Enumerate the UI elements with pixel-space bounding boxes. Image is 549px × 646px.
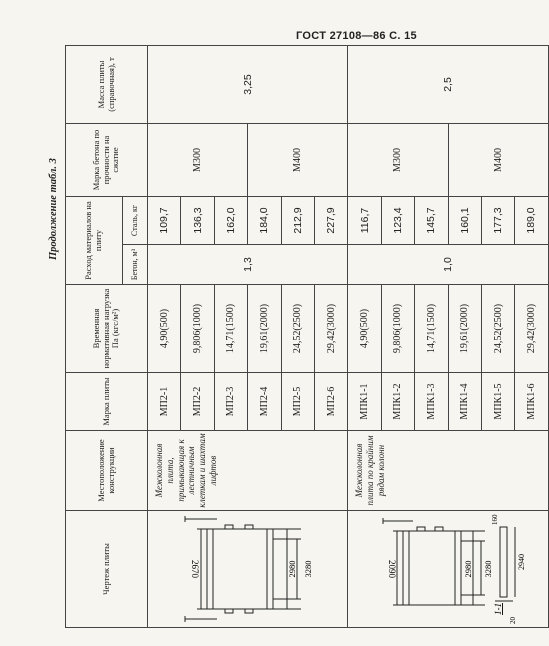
mark-cell: МПК1-3 [415, 373, 448, 431]
section-end-dim: 20 [509, 617, 518, 624]
plate-table [65, 45, 549, 628]
plate1-outer-dim: 3280 [302, 560, 313, 578]
steel-cell: 212,9 [281, 196, 314, 244]
steel-cell: 177,3 [481, 196, 514, 244]
mark-cell: МПК1-5 [481, 373, 514, 431]
plate1-drawing-cell [148, 511, 348, 628]
group2-grade-1: М300 [348, 123, 448, 196]
mark-cell: МП2-1 [148, 373, 181, 431]
mark-cell: МП2-3 [214, 373, 247, 431]
load-cell: 24,52(2500) [281, 285, 314, 373]
plate2-width-dim: 2090 [387, 560, 398, 578]
col-location: Местоположение конструкции [66, 431, 148, 511]
group2-mass: 2,5 [348, 45, 548, 123]
load-cell: 9,806(1000) [181, 285, 214, 373]
rotated-table-page [45, 46, 538, 628]
plate2-inner-dim: 2980 [463, 560, 474, 578]
load-cell: 29,42(3000) [314, 285, 347, 373]
col-concrete: Бетон, м³ [123, 245, 148, 285]
col-mass: Масса плиты (справочная), т [66, 45, 148, 123]
steel-cell: 160,1 [448, 196, 481, 244]
mark-cell: МП2-5 [281, 373, 314, 431]
section-height-dim: 160 [491, 514, 500, 525]
plate1-inner-dim: 2980 [286, 560, 297, 578]
steel-cell: 162,0 [214, 196, 247, 244]
plate1-drawing [155, 510, 338, 627]
plate2-drawing [355, 510, 538, 627]
mark-cell: МПК1-2 [381, 373, 414, 431]
load-cell: 4,90(500) [348, 285, 381, 373]
plate2-outline [403, 531, 461, 605]
group1-grade-1: М300 [148, 123, 248, 196]
group1-mass: 3,25 [148, 45, 348, 123]
steel-cell: 136,3 [181, 196, 214, 244]
load-cell: 9,806(1000) [381, 285, 414, 373]
mark-cell: МП2-6 [314, 373, 347, 431]
load-cell: 24,52(2500) [481, 285, 514, 373]
plate1-width-dim: 2670 [189, 560, 200, 578]
plate2-outer-dim: 3280 [483, 560, 494, 578]
load-cell: 4,90(500) [148, 285, 181, 373]
section-label: 1-1 [493, 603, 504, 615]
col-load: Временная нормативная нагрузка Па (кгс/м²) [66, 285, 148, 373]
steel-cell: 227,9 [314, 196, 347, 244]
section-length-dim: 2940 [517, 554, 527, 570]
load-cell: 29,42(3000) [515, 285, 548, 373]
group1-grade-2: М400 [248, 123, 348, 196]
table-continuation-label: Продолжение табл. 3 [48, 158, 59, 260]
group1-concrete: 1,3 [148, 245, 348, 285]
steel-cell: 123,4 [381, 196, 414, 244]
group1-location: Межколонная плита, примыкающая к лестничным клеткам и шахтам лифтов [148, 431, 348, 511]
load-cell: 14,71(1500) [415, 285, 448, 373]
col-steel: Сталь, кг [123, 196, 148, 244]
col-drawing: Чертеж плиты [66, 511, 148, 628]
steel-cell: 189,0 [515, 196, 548, 244]
steel-cell: 145,7 [415, 196, 448, 244]
load-cell: 14,71(1500) [214, 285, 247, 373]
steel-cell: 109,7 [148, 196, 181, 244]
group2-concrete: 1,0 [348, 245, 548, 285]
steel-cell: 116,7 [348, 196, 381, 244]
group2-grade-2: М400 [448, 123, 548, 196]
steel-cell: 184,0 [248, 196, 281, 244]
mark-cell: МП2-4 [248, 373, 281, 431]
page-header: ГОСТ 27108—86 С. 15 [296, 30, 417, 42]
mark-cell: МПК1-4 [448, 373, 481, 431]
col-consumption: Расход материалов на плиту [66, 196, 123, 284]
table-row [148, 45, 181, 627]
load-cell: 19,61(2000) [448, 285, 481, 373]
mark-cell: МП2-2 [181, 373, 214, 431]
load-cell: 19,61(2000) [248, 285, 281, 373]
plate2-drawing-cell [348, 511, 548, 628]
col-mark: Марка плиты [66, 373, 148, 431]
group2-location: Межколонная плита по крайним рядам колонн [348, 431, 548, 511]
col-grade: Марка бетона по прочности на сжатие [66, 123, 148, 196]
mark-cell: МПК1-1 [348, 373, 381, 431]
table-row [348, 45, 381, 627]
mark-cell: МПК1-6 [515, 373, 548, 431]
plate1-outline [207, 529, 273, 609]
